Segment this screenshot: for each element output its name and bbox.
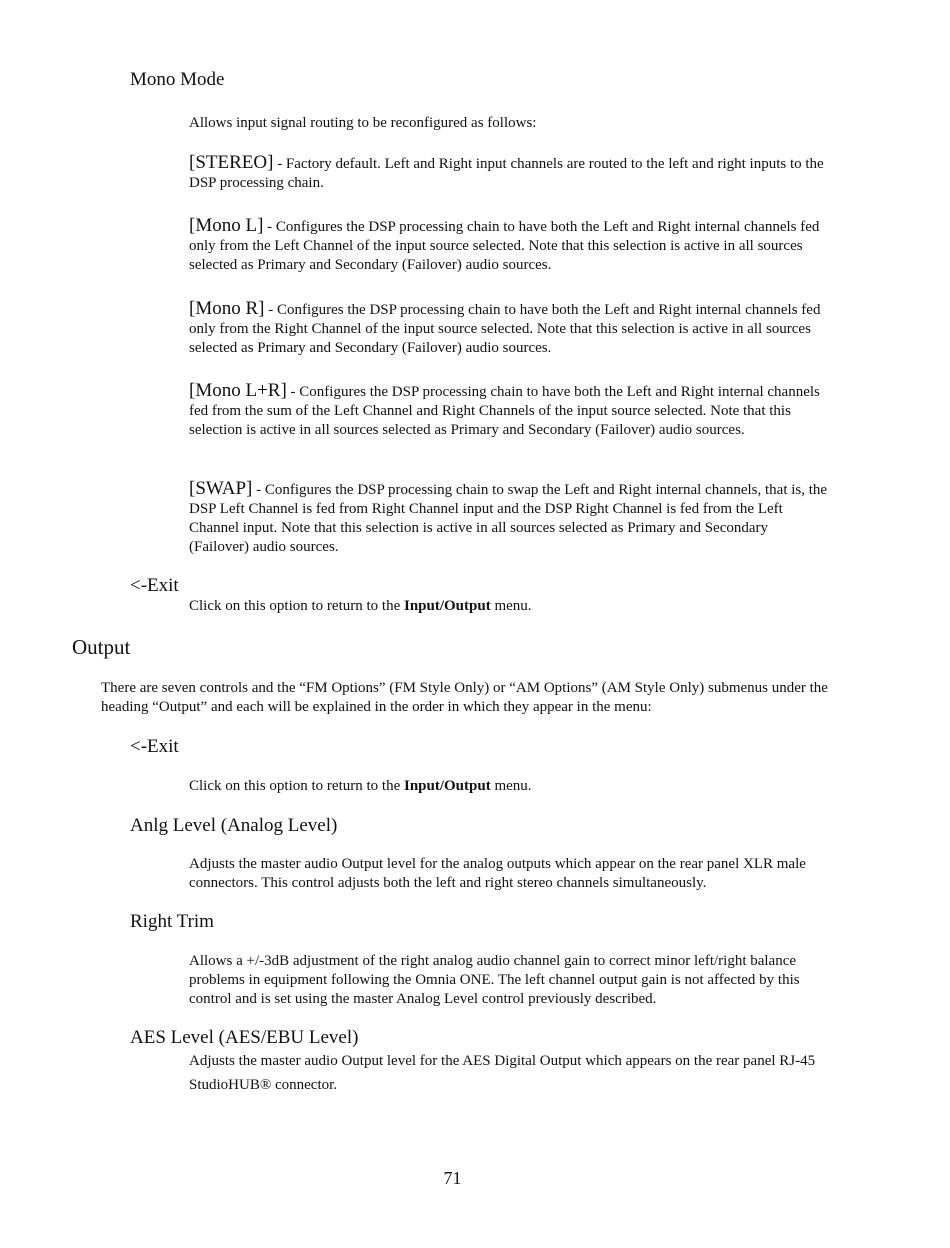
option-text: - Configures the DSP processing chain to have both the Left and Right internal channels fed only from the Left Channel of the input source selected. Note that this selection is active in all sources selected as Primary and Secondary (Failover) audio sources.	[189, 219, 820, 273]
anlg-level-heading: Anlg Level (Analog Level)	[130, 815, 338, 836]
mono-mode-intro: Allows input signal routing to be reconfigured as follows:	[189, 115, 537, 131]
option-swap	[189, 479, 829, 557]
page-number: 71	[443, 1168, 462, 1188]
aes-level-text: Adjusts the master audio Output level for the AES Digital Output which appears on the rear panel RJ-45 StudioHUB® connector.	[189, 1053, 816, 1093]
exit-heading-1: <-Exit	[130, 575, 179, 596]
option-text: - Factory default. Left and Right input channels are routed to the left and right inputs to the DSP processing chain.	[189, 156, 824, 191]
exit-text-2	[189, 777, 829, 796]
right-trim-heading: Right Trim	[130, 911, 214, 932]
right-trim-text: Allows a +/-3dB adjustment of the right analog audio channel gain to correct minor left/right balance problems in equipment following the Omnia ONE. The left channel output gain is not affected by this control and is set using the master Analog Level control previously described.	[189, 953, 800, 1007]
option-mono-r	[189, 299, 829, 358]
aes-level-heading: AES Level (AES/EBU Level)	[130, 1027, 359, 1048]
option-label: [Mono R]	[189, 298, 265, 319]
option-mono-lr	[189, 381, 829, 440]
option-text: - Configures the DSP processing chain to have both the Left and Right internal channels fed only from the Right Channel of the input source selected. Note that this selection is active in all sources selected as Primary and Secondary (Failover) audio sources.	[189, 302, 821, 356]
exit-text-post: menu.	[490, 778, 532, 794]
mono-mode-heading: Mono Mode	[130, 69, 225, 90]
option-label: [SWAP]	[189, 478, 253, 499]
input-output-menu-name: Input/Output	[403, 598, 491, 614]
exit-text-post: menu.	[490, 598, 532, 614]
option-label: [Mono L+R]	[189, 380, 287, 401]
exit-text-pre: Click on this option to return to the	[189, 598, 404, 614]
option-text: - Configures the DSP processing chain to swap the Left and Right internal channels, that is, the DSP Left Channel is fed from Right Channel input and the DSP Right Channel is fed from the Left Channel input. Note that this selection is active in all sources selected as Primary and Secondary (Failover) audio sources.	[189, 482, 828, 555]
option-mono-l	[189, 216, 829, 275]
option-label: [STEREO]	[189, 152, 274, 173]
output-heading: Output	[72, 635, 131, 659]
output-intro: There are seven controls and the “FM Options” (FM Style Only) or “AM Options” (AM Style Only) submenus under the heading “Output” and each will be explained in the order in which they appear in the menu:	[101, 680, 828, 715]
exit-heading-2: <-Exit	[130, 736, 179, 757]
exit-text-1	[189, 597, 829, 616]
option-stereo	[189, 153, 829, 193]
option-text: - Configures the DSP processing chain to have both the Left and Right internal channels fed from the sum of the Left Channel and Right Channels of the input source selected. Note that this selection is active in all sources selected as Primary and Secondary (Failover) audio sources.	[189, 384, 820, 438]
anlg-level-text: Adjusts the master audio Output level for the analog outputs which appear on the rear panel XLR male connectors. This control adjusts both the left and right stereo channels simultaneously.	[189, 856, 806, 891]
input-output-menu-name: Input/Output	[403, 778, 491, 794]
exit-text-pre: Click on this option to return to the	[189, 778, 404, 794]
option-label: [Mono L]	[189, 215, 264, 236]
